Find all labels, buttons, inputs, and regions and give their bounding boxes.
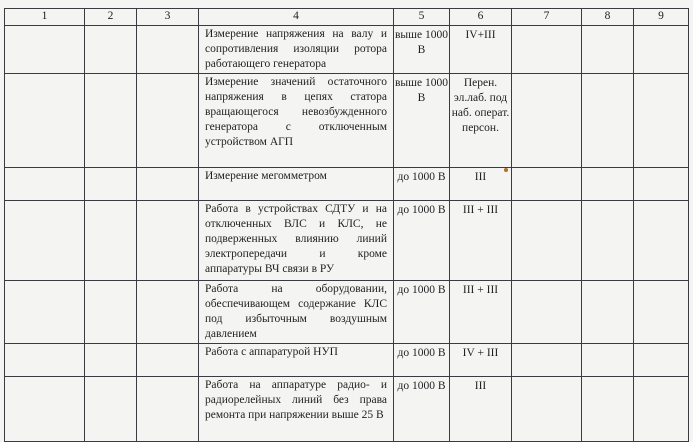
voltage-cell: до 1000 В — [394, 201, 450, 281]
voltage-cell: до 1000 В — [394, 281, 450, 344]
work-description: Работа в устройствах СДТУ и на отключенных ВЛС и КЛС, не подверженных влиянию линий электропередачи и кроме аппаратуры ВЧ связи в РУ — [199, 201, 394, 281]
table-row — [5, 344, 689, 377]
header-col-8: 8 — [582, 9, 634, 26]
group-cell: Перен. эл.лаб. под наб. операт. персон. — [450, 74, 512, 168]
group-cell: III — [450, 168, 512, 201]
header-col-5: 5 — [394, 9, 450, 26]
header-col-6: 6 — [450, 9, 512, 26]
table-row — [5, 281, 689, 344]
ink-stain — [504, 168, 508, 172]
work-table — [4, 8, 689, 442]
work-description: Работа на оборудовании, обеспечивающем содержание КЛС под избыточным воздушным давлением — [199, 281, 394, 344]
header-row — [5, 9, 689, 26]
work-description: Измерение значений остаточного напряжения в цепях статора вращающегося невозбужденного генератора с отключенным устройством АГП — [199, 74, 394, 168]
voltage-cell: до 1000 В — [394, 377, 450, 442]
voltage-cell: до 1000 В — [394, 344, 450, 377]
table-row — [5, 26, 689, 74]
header-col-2: 2 — [85, 9, 137, 26]
work-description: Измерение напряжения на валу и сопротивления изоляции ротора работающего генератора — [199, 26, 394, 74]
table-row — [5, 201, 689, 281]
header-col-4: 4 — [199, 9, 394, 26]
work-description: Измерение мегомметром — [199, 168, 394, 201]
group-cell: III + III — [450, 281, 512, 344]
voltage-cell: выше 1000 В — [394, 26, 450, 74]
header-col-1: 1 — [5, 9, 85, 26]
voltage-cell: выше 1000 В — [394, 74, 450, 168]
group-cell: IV + III — [450, 344, 512, 377]
header-col-3: 3 — [137, 9, 199, 26]
group-cell: III + III — [450, 201, 512, 281]
table-row — [5, 74, 689, 168]
work-description: Работа на аппаратуре радио- и радиорелейных линий без права ремонта при напряжении выше 25 В — [199, 377, 394, 442]
table-row — [5, 377, 689, 442]
work-description: Работа с аппаратурой НУП — [199, 344, 394, 377]
group-cell: III — [450, 377, 512, 442]
table-row — [5, 168, 689, 201]
group-cell: IV+III — [450, 26, 512, 74]
header-col-7: 7 — [512, 9, 582, 26]
header-col-9: 9 — [634, 9, 689, 26]
voltage-cell: до 1000 В — [394, 168, 450, 201]
